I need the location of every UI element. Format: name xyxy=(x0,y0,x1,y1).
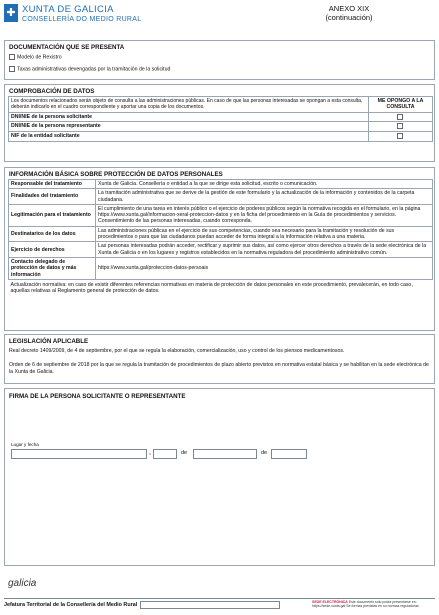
oppose-header: ME OPONGO A LA CONSULTA xyxy=(369,97,433,113)
privacy-row-text: Las administraciones públicas en el ejercicio de sus competencias, cuando sea necesario para la tramitación y resolución de sus procedimientos o para que las ciudadanos puedan acceder de forma integral a la información relativa a una materia. xyxy=(96,226,433,242)
oppose-checkbox[interactable] xyxy=(397,114,403,120)
privacy-row-label: Ejercicio de derechos xyxy=(9,242,96,258)
doc-checkbox[interactable] xyxy=(9,66,15,72)
day-input[interactable] xyxy=(153,449,177,459)
office-label: Jefatura Territorial de la Consellería del Medio Rural xyxy=(4,602,138,608)
legislation-text-1: Real decreto 1409/2009, de 4 de septiembre, por el que se regula la elaboración, comercialización, uso y control de los piensos medicamentosos. xyxy=(9,348,345,354)
sede-label: SEDE ELECTRÓNICA xyxy=(312,600,348,604)
legislation-text-2: Orden de 6 de septiembre de 2018 por la que se regula la tramitación de procedimientos de plazo abierto previstos en normativa estatal básica y se habilitan en la sede electrónica de la Xunta de Galicia. xyxy=(9,362,429,375)
brand-subtitle: CONSELLERÍA DO MEDIO RURAL xyxy=(22,16,142,23)
oppose-checkbox[interactable] xyxy=(397,123,403,129)
place-date-label: Lugar y fecha xyxy=(11,442,39,447)
privacy-row-label: Responsable del tratamiento xyxy=(9,180,96,189)
documentation-title: DOCUMENTACIÓN QUE SE PRESENTA xyxy=(9,44,125,51)
legislation-title: LEGISLACIÓN APLICABLE xyxy=(9,338,89,345)
galicia-logo: galicia xyxy=(8,578,37,589)
annex-subtitle: (continuación) xyxy=(325,13,373,22)
sede-text: Este documento solo podrá presentarse en: https://sede.xunta.gal Se formas previstas en su normas reguladoras xyxy=(312,600,419,608)
privacy-row-label: Finalidades del tratamiento xyxy=(9,189,96,205)
verification-row-label: DNI/NIE de la persona solicitante xyxy=(9,112,369,122)
privacy-row-text: Xunta de Galicia. Consellería o entidad a la que se dirige esta solicitud, escrito o comunicación. xyxy=(96,180,433,189)
de-separator: de xyxy=(261,450,268,456)
doc-item[interactable]: Modelo de Rexistro xyxy=(9,54,62,61)
footer-divider xyxy=(4,598,435,599)
signature-title: FIRMA DE LA PERSONA SOLICITANTE O REPRESENTANTE xyxy=(9,393,186,400)
comma-separator: , xyxy=(149,449,151,456)
privacy-section xyxy=(4,167,435,331)
verification-title: COMPROBACIÓN DE DATOS xyxy=(9,88,95,95)
annex-label xyxy=(318,4,380,22)
year-input[interactable] xyxy=(271,449,307,459)
privacy-footnote: Actualización normativa: en caso de existir diferentes referencias normativas en materia de protección de datos personales en este procedimiento, prevalecerán, en todo caso, aquellas relativas al Reglamento general de protección de datos. xyxy=(10,281,413,295)
privacy-row-link[interactable]: https://www.xunta.gal/proteccion-datos-persoais xyxy=(96,257,433,279)
office-input[interactable] xyxy=(140,601,280,609)
privacy-row-label: Contacto delegado de protección de datos y más información xyxy=(9,257,96,279)
place-input[interactable] xyxy=(11,449,147,459)
verification-section xyxy=(4,84,435,162)
privacy-table xyxy=(8,179,433,295)
privacy-row-label: Legitimación para el tratamiento xyxy=(9,204,96,226)
sede-notice xyxy=(312,600,436,608)
privacy-row-label: Destinatarios de los datos xyxy=(9,226,96,242)
privacy-row-text: Las personas interesadas podrán acceder, rectificar y suprimir sus datos, así como ejercer otros derechos a través de la sede electrónica de la Xunta de Galicia o en los lugares y registros establecidos en la normativa reguladora del procedimiento administrativo común. xyxy=(96,242,433,258)
annex-title: ANEXO XIX xyxy=(328,4,370,13)
verification-row-label: DNI/NIE de la persona representante xyxy=(9,122,369,132)
privacy-row-text: El cumplimiento de una tarea en interés público o el ejercicio de poderes públicos según la normativa recogida en el formulario, en la página https://www.xunta.gal/informacion-xeral-proteccion-datos y en la ficha del procedimiento en la Guía de procedimientos y servicios. Consentimiento de las personas interesadas, cuando corresponda. xyxy=(96,204,433,226)
cross-icon: ✚ xyxy=(6,7,16,19)
oppose-checkbox[interactable] xyxy=(397,133,403,139)
signature-section xyxy=(4,388,435,566)
de-separator: de xyxy=(181,450,188,456)
brand-title: XUNTA DE GALICIA xyxy=(22,4,114,15)
documentation-section xyxy=(4,40,435,80)
month-input[interactable] xyxy=(193,449,257,459)
doc-item[interactable]: Taxas administrativas devengadas por la tramitación de la solicitud xyxy=(9,66,170,73)
verification-table xyxy=(8,96,433,142)
verification-row-label: NIF de la entidad solicitante xyxy=(9,131,369,141)
verification-intro: Los documentos relacionados serán objeto de consulta a las administraciones públicas. En caso de que las personas interesadas se opongan a esta consulta, deberán indicarlo en el cuadro correspondiente y aportar una copia de los documentos. xyxy=(9,97,369,113)
legislation-section xyxy=(4,334,435,384)
doc-checkbox[interactable] xyxy=(9,54,15,60)
privacy-title: INFORMACIÓN BÁSICA SOBRE PROTECCIÓN DE DATOS PERSONALES xyxy=(9,171,223,178)
privacy-row-text: La tramitación administrativa que se derive de la gestión de este formulario y la actualización de la información y contenidos de la carpeta ciudadana. xyxy=(96,189,433,205)
